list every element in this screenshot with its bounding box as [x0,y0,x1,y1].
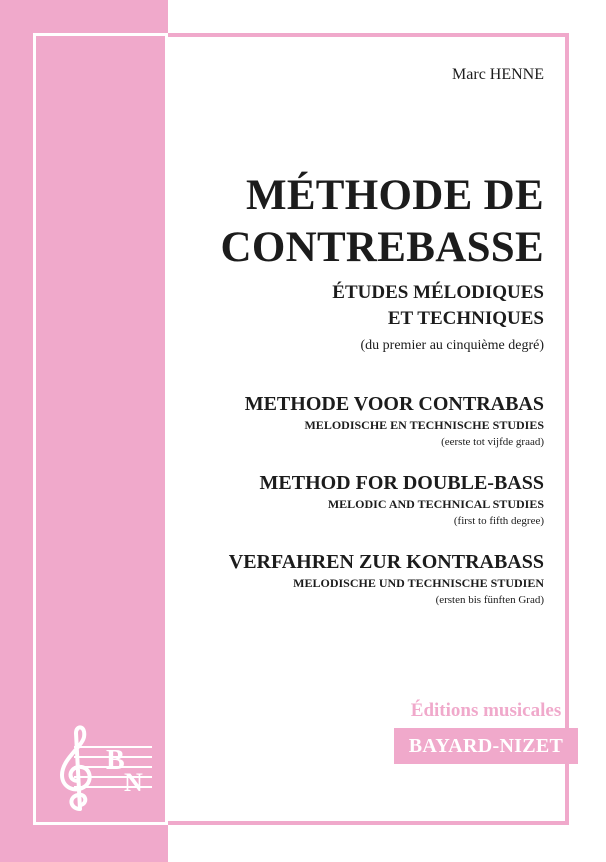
treble-clef-staff-icon [50,725,155,813]
publisher-line-1: Éditions musicales [410,700,562,721]
dutch-subtitle: MELODISCHE EN TECHNISCHE STUDIES [304,418,544,432]
german-degree: (ersten bis fünften Grad) [435,594,544,606]
english-subtitle: MELODIC AND TECHNICAL STUDIES [327,497,544,511]
main-title-line-2: CONTREBASSE [220,224,544,271]
german-title: VERFAHREN ZUR KONTRABASS [228,551,544,573]
french-degree: (du premier au cinquième degré) [360,338,544,353]
logo-letter-b: B [106,745,125,776]
publisher-block [394,699,578,764]
english-degree: (first to fifth degree) [453,515,544,527]
french-subtitle-line-2: ET TECHNIQUES [387,308,544,329]
dutch-degree: (eerste tot vijfde graad) [441,436,544,448]
french-subtitle-line-1: ÉTUDES MÉLODIQUES [332,282,544,303]
english-title: METHOD FOR DOUBLE-BASS [259,472,544,494]
dutch-title: METHODE VOOR CONTRABAS [244,393,544,415]
main-title-line-1: MÉTHODE DE [245,172,544,219]
english-block [260,471,544,529]
publisher-logo [50,725,155,818]
white-inner-frame [33,33,168,825]
french-subtitle [332,280,544,332]
german-block [229,550,544,608]
main-title [220,170,544,274]
german-subtitle: MELODISCHE UND TECHNISCHE STUDIEN [293,576,544,590]
logo-letter-n: N [124,768,143,797]
dutch-block [245,392,544,450]
author-name: Marc HENNE [452,66,544,83]
publisher-name-box: BAYARD-NIZET [394,728,578,764]
